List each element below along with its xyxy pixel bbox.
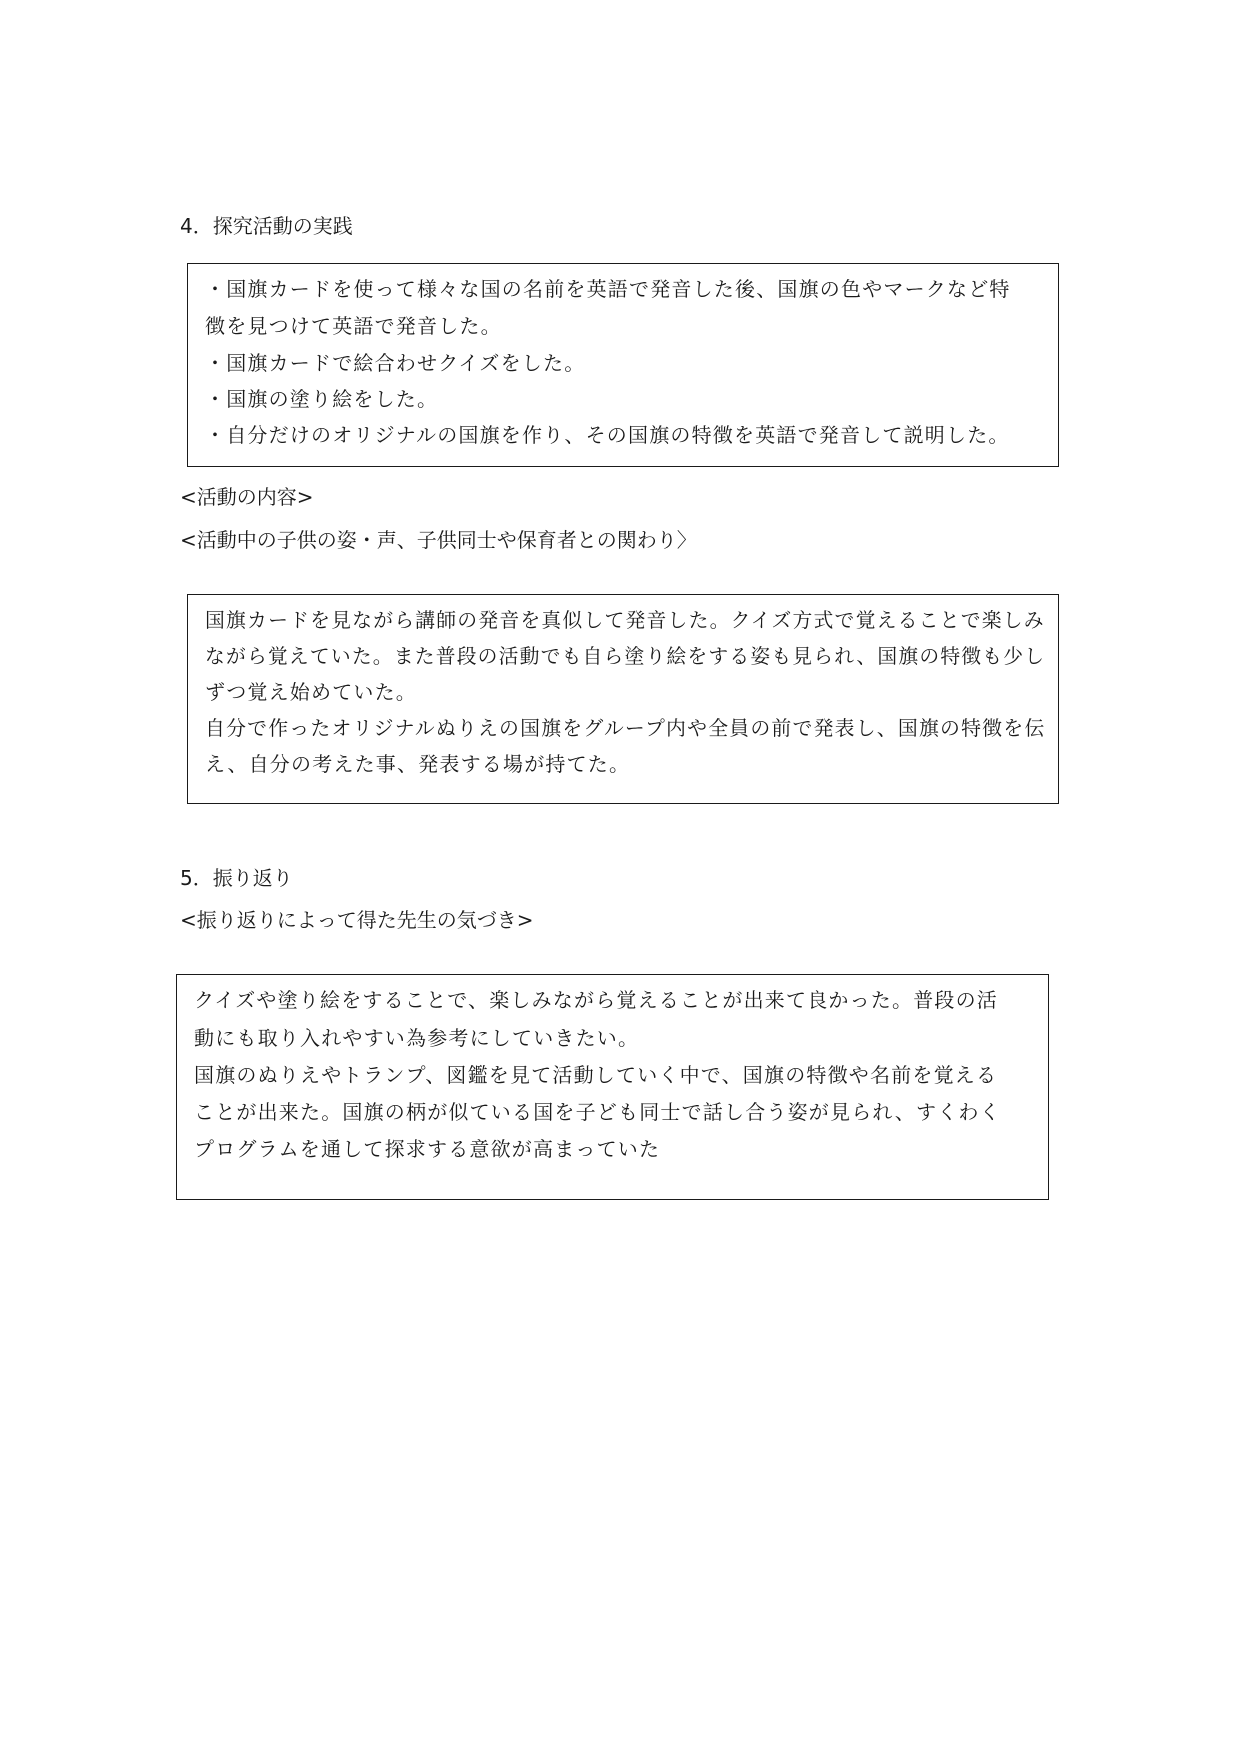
children-line: 自分で作ったオリジナルぬりえの国旗をグループ内や全員の前で発表し、国旗の特徴を伝 — [205, 716, 1046, 740]
children-line: ながら覚えていた。また普段の活動でも自ら塗り絵をする姿も見られ、国旗の特徴も少し — [205, 644, 1046, 668]
children-interaction-label: <活動中の子供の姿・声、子供同士や保育者との関わり〉 — [180, 528, 697, 552]
practice-line: ・自分だけのオリジナルの国旗を作り、その国旗の特徴を英語で発音して説明した。 — [205, 423, 1010, 447]
practice-line: ・国旗カードを使って様々な国の名前を英語で発音した後、国旗の色やマークなど特 — [205, 277, 1011, 301]
children-box — [187, 594, 1059, 804]
activity-content-label: <活動の内容> — [180, 485, 314, 509]
section5-heading: 5．振り返り — [180, 866, 293, 890]
children-line: 国旗カードを見ながら講師の発音を真似して発音した。クイズ方式で覚えることで楽しみ — [205, 608, 1045, 632]
reflection-line: 国旗のぬりえやトランプ、図鑑を見て活動していく中で、国旗の特徴や名前を覚える — [194, 1063, 998, 1087]
children-line: ずつ覚え始めていた。 — [205, 680, 417, 704]
children-line: え、自分の考えた事、発表する場が持てた。 — [205, 752, 631, 776]
practice-line: ・国旗カードで絵合わせクイズをした。 — [205, 351, 586, 375]
reflection-line: ことが出来た。国旗の柄が似ている国を子ども同士で話し合う姿が見られ、すくわく — [194, 1100, 1001, 1124]
practice-line: 徴を見つけて英語で発音した。 — [205, 314, 502, 338]
reflection-box — [176, 974, 1049, 1200]
practice-box — [187, 263, 1059, 467]
section4-heading: 4．探究活動の実践 — [180, 214, 353, 238]
reflection-label: <振り返りによって得た先生の気づき> — [180, 908, 534, 932]
reflection-line: クイズや塗り絵をすることで、楽しみながら覚えることが出来て良かった。普段の活 — [194, 988, 998, 1012]
reflection-line: プログラムを通して探求する意欲が高まっていた — [194, 1137, 661, 1161]
practice-line: ・国旗の塗り絵をした。 — [205, 387, 439, 411]
reflection-line: 動にも取り入れやすい為参考にしていきたい。 — [194, 1026, 640, 1050]
